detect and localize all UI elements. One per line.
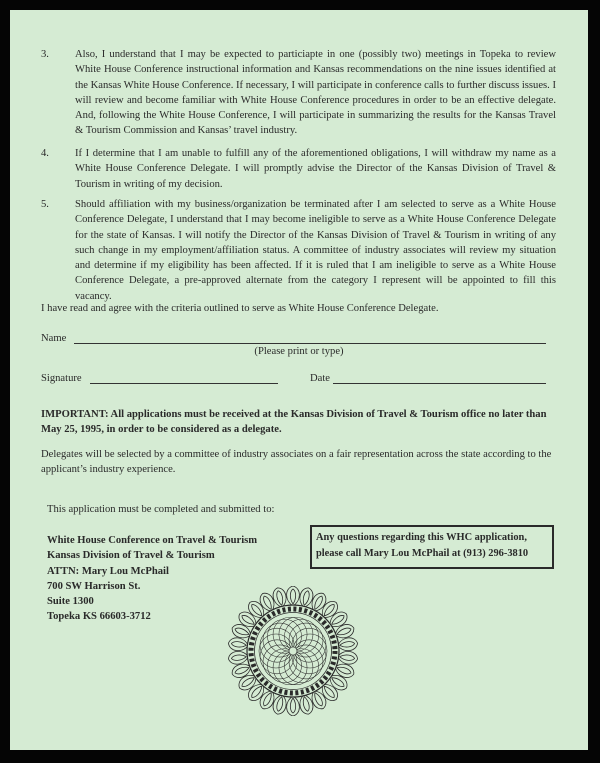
address-line: Suite 1300	[47, 596, 94, 608]
list-item-5	[41, 197, 556, 304]
signature-field[interactable]	[90, 383, 278, 384]
seal-petal	[287, 696, 300, 716]
item-number: 4.	[41, 148, 49, 159]
item-text: If I determine that I am unable to fulfill any of the aforementioned obligations, I will withdraw my name as a White House Conference Delegate. I will promptly advise the Director of the Kansas Division of Travel & Tourism in writing of my decision.	[75, 148, 556, 190]
seal-petal	[228, 650, 249, 665]
questions-contact-box	[310, 525, 554, 569]
questions-line: please call Mary Lou McPhail at (913) 296-3810	[316, 548, 529, 559]
name-label: Name	[41, 333, 67, 344]
address-line: 700 SW Harrison St.	[47, 580, 141, 592]
list-item-3	[41, 47, 556, 139]
date-label: Date	[310, 373, 330, 384]
questions-line: Any questions regarding this WHC application,	[316, 532, 527, 543]
seal-petal	[337, 650, 358, 665]
seal-petal	[287, 586, 300, 606]
important-notice: IMPORTANT: All applications must be received at the Kansas Division of Travel & Tourism office no later than May 25, 1995, in order to be considered as a delegate.	[41, 409, 547, 435]
item-text: Also, I understand that I may be expected to particiapte in one (possibly two) meetings in Topeka to review White House Conference instructional information and Kansas recommendations on the nine issues identified at the Kansas White House Conference. If necessary, I will participate in conference calls to further discuss issues. I will review and become familiar with White House Conference procedures in order to be an effective delegate. And, following the White House Conference, I will participate in summarizing the results for the Kansas Travel & Tourism Commission and Kansas’ travel industry.	[75, 49, 556, 137]
mailing-address	[47, 533, 257, 625]
selection-note: Delegates will be selected by a committee of industry associates on a fair representation across the state according to the applicant’s industry experience.	[41, 449, 552, 475]
address-line: White House Conference on Travel & Tourism	[47, 535, 258, 546]
list-item-4	[41, 146, 556, 192]
seal-petal	[337, 637, 358, 652]
address-line: ATTN: Mary Lou McPhail	[47, 565, 169, 577]
item-number: 3.	[41, 49, 49, 60]
agreement-statement: I have read and agree with the criteria outlined to serve as White House Conference Delegate.	[41, 303, 439, 314]
name-hint: (Please print or type)	[254, 346, 344, 357]
seal-petal	[228, 637, 249, 652]
sunflower-seal-icon	[228, 586, 358, 716]
address-line: Topeka KS 66603-3712	[47, 611, 151, 623]
item-number: 5.	[41, 199, 49, 210]
item-text: Should affiliation with my business/organization be terminated after I am selected to serve as a White House Conference Delegate, I understand that I may become ineligible to serve as a White House Conference Delegate for the state of Kansas. I will notify the Director of the Kansas Division of Travel & Tourism in writing of any such change in my employment/affiliation status. A committee of industry associates will review my situation and determine if my eligibility has been affected. If it is ruled that I am ineligible to serve as a White House Conference Delegate, a pre-approved alternate from the category I represent will be appointed to fill this vacancy.	[75, 199, 556, 302]
date-field[interactable]	[333, 383, 546, 384]
address-line: Kansas Division of Travel & Tourism	[47, 550, 215, 562]
submit-instructions: This application must be completed and submitted to:	[47, 504, 275, 515]
document-page	[10, 10, 588, 750]
signature-label: Signature	[41, 373, 82, 384]
